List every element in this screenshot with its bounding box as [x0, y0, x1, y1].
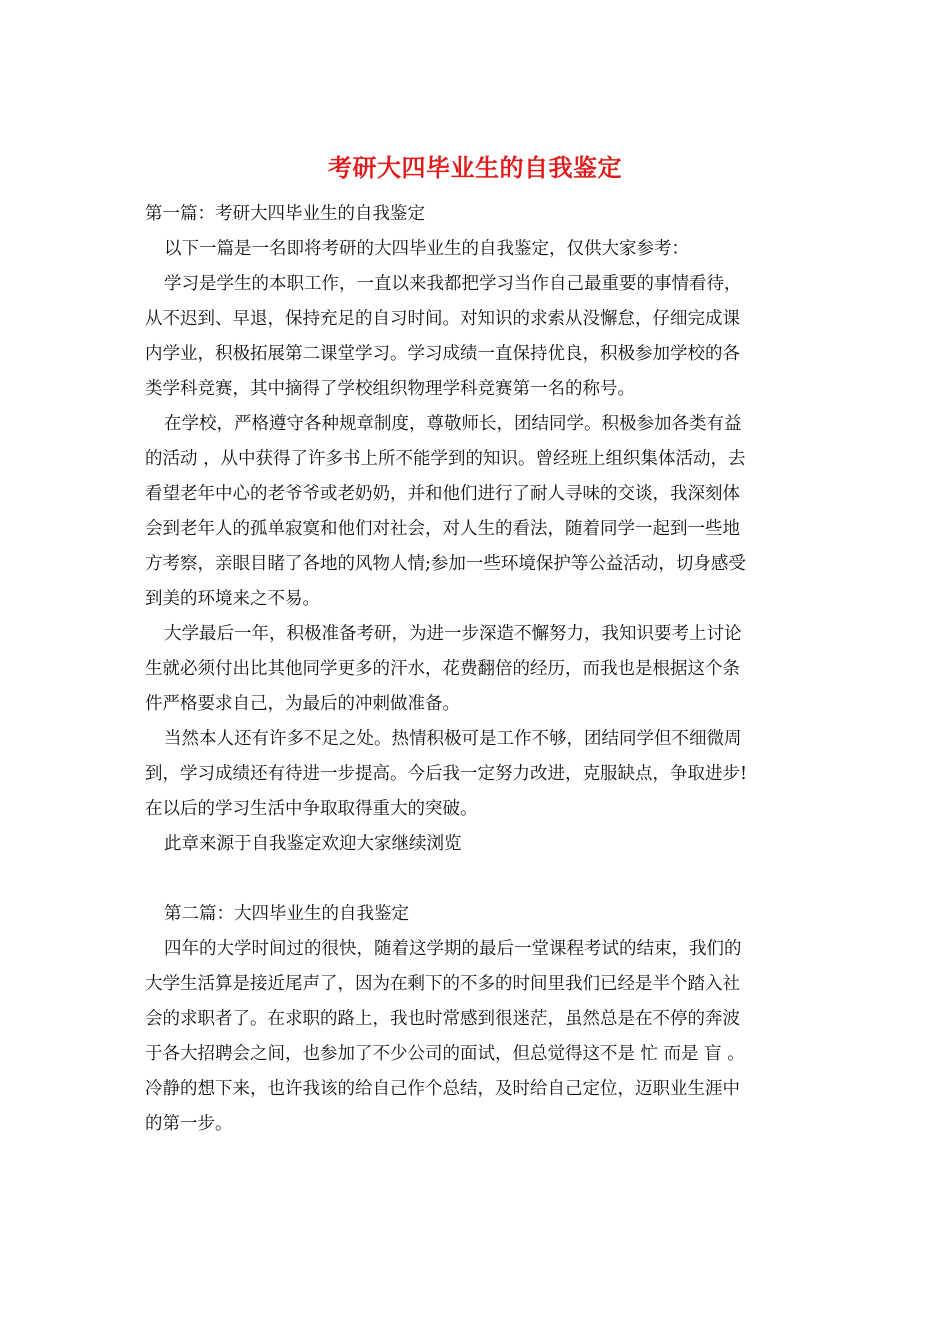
body-line: 大学最后一年，积极准备考研，为进一步深造不懈努力，我知识要考上讨论 [164, 624, 742, 644]
body-line: 到，学习成绩还有待进一步提高。今后我一定努力改进，克服缺点，争取进步! [145, 764, 748, 784]
body-line: 此章来源于自我鉴定欢迎大家继续浏览 [164, 834, 462, 854]
body-line: 以下一篇是一名即将考研的大四毕业生的自我鉴定，仅供大家参考： [164, 239, 689, 259]
body-line: 生就必须付出比其他同学更多的汗水，花费翻倍的经历，而我也是根据这个条 [145, 659, 740, 679]
body-line: 于各大招聘会之间，也参加了不少公司的面试，但总觉得这不是 忙 而是 盲 。 [145, 1044, 745, 1064]
body-line: 第二篇：大四毕业生的自我鉴定 [164, 904, 409, 924]
body-line: 类学科竞赛，其中摘得了学校组织物理学科竞赛第一名的称号。 [145, 379, 635, 399]
blank-line [145, 862, 813, 897]
body-line: 内学业，积极拓展第二课堂学习。学习成绩一直保持优良，积极参加学校的各 [145, 344, 740, 364]
body-line: 会的求职者了。在求职的路上，我也时常感到很迷茫，虽然总是在不停的奔波 [145, 1009, 740, 1029]
body-line: 当然本人还有许多不足之处。热情积极可是工作不够，团结同学但不细微周 [164, 729, 742, 749]
body-line: 学习是学生的本职工作，一直以来我都把学习当作自己最重要的事情看待， [164, 274, 742, 294]
body-line: 的活动 ，从中获得了许多书上所不能学到的知识。曾经班上组织集体活动，去 [145, 449, 746, 469]
body-line: 冷静的想下来，也许我该的给自己作个总结，及时给自己定位，迈职业生涯中 [145, 1079, 740, 1099]
body-line: 会到老年人的孤单寂寞和他们对社会，对人生的看法，随着同学一起到一些地 [145, 519, 740, 539]
body-line: 到美的环境来之不易。 [145, 589, 320, 609]
body-line: 在以后的学习生活中争取取得重大的突破。 [145, 799, 478, 819]
document-body [145, 197, 813, 1142]
body-line: 件严格要求自己，为最后的冲刺做准备。 [145, 694, 460, 714]
body-line: 四年的大学时间过的很快，随着这学期的最后一堂课程考试的结束，我们的 [164, 939, 742, 959]
body-line: 看望老年中心的老爷爷或老奶奶，并和他们进行了耐人寻味的交谈，我深刻体 [145, 484, 740, 504]
body-line: 第一篇：考研大四毕业生的自我鉴定 [145, 204, 425, 224]
body-line: 在学校，严格遵守各种规章制度，尊敬师长，团结同学。积极参加各类有益 [164, 414, 742, 434]
body-line: 从不迟到、早退，保持充足的自习时间。对知识的求索从没懈怠，仔细完成课 [145, 309, 740, 329]
document-title: 考研大四毕业生的自我鉴定 [328, 153, 622, 182]
body-line: 方考察，亲眼目睹了各地的风物人情;参加一些环境保护等公益活动，切身感受 [145, 554, 746, 574]
body-line: 大学生活算是接近尾声了，因为在剩下的不多的时间里我们已经是半个踏入社 [145, 974, 740, 994]
body-line: 的第一步。 [145, 1114, 233, 1134]
